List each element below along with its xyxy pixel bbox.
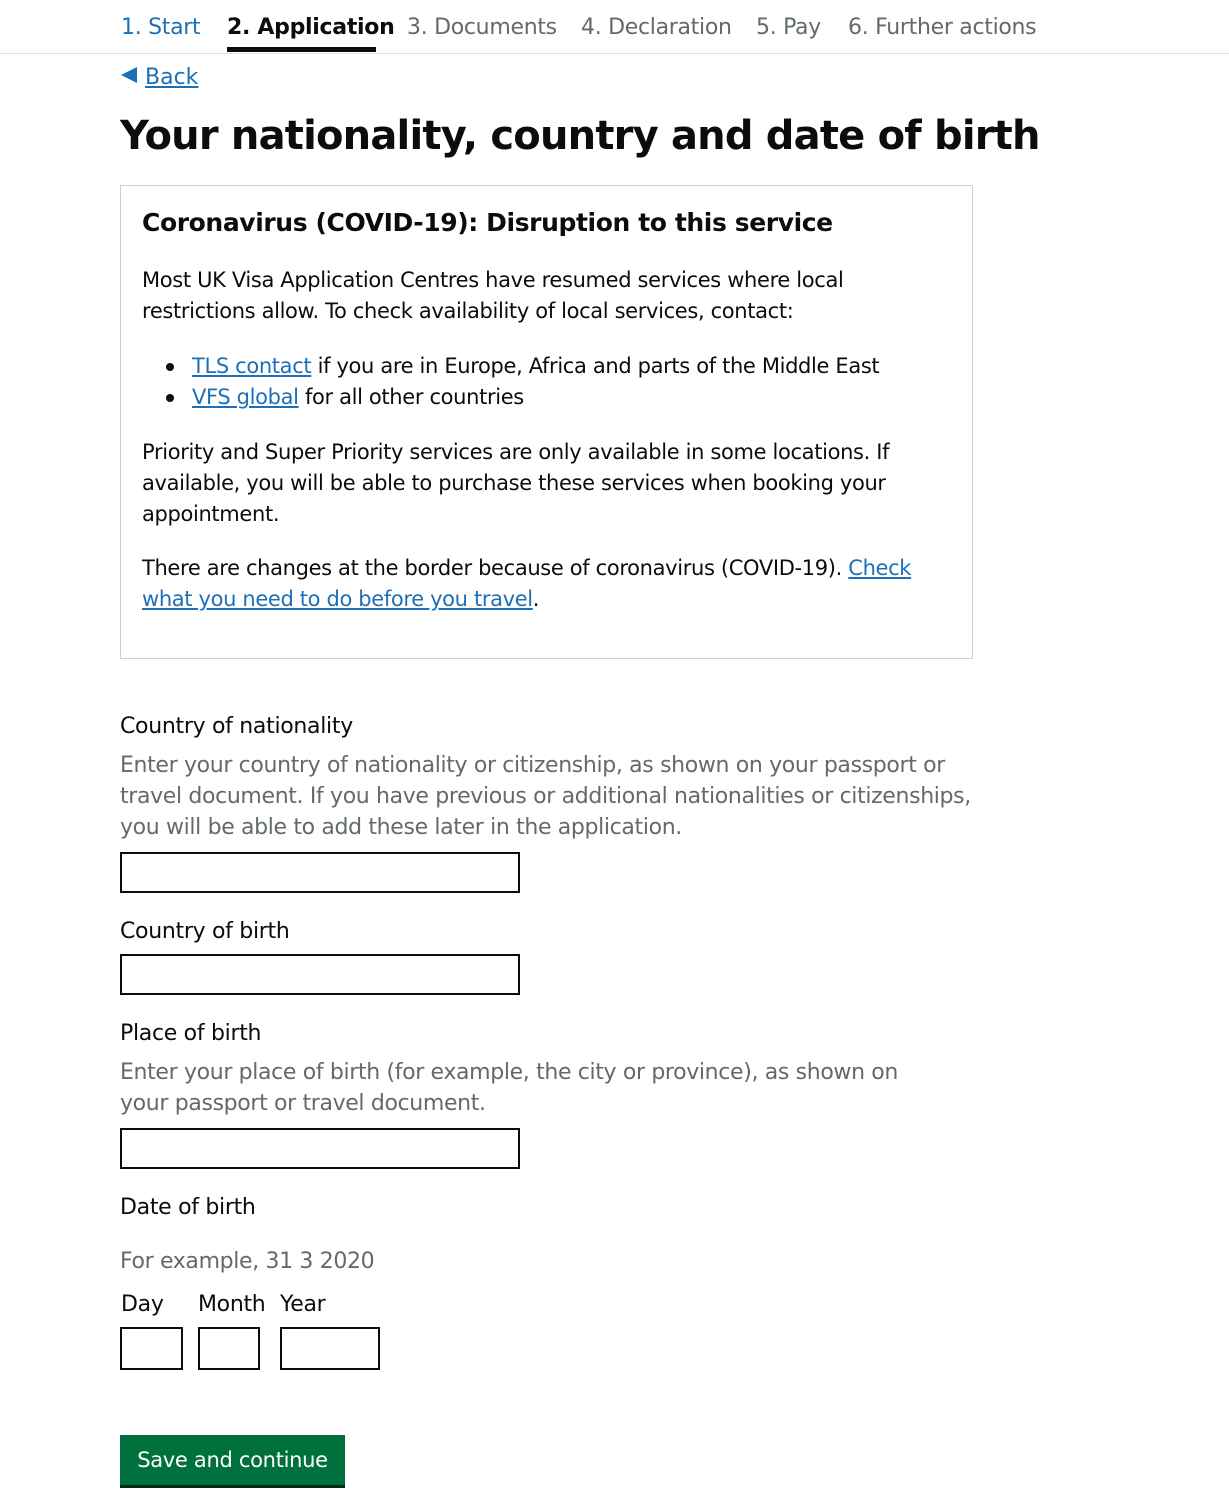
place-of-birth-hint: Enter your place of birth (for example, the city or province), as shown on your passport or travel document. [120, 1060, 899, 1116]
step-application: 2. Application [227, 15, 395, 40]
notice-bullet-vfs [166, 382, 524, 413]
covid-notice-panel [120, 185, 973, 659]
month-label: Month [198, 1292, 266, 1317]
notice-paragraph-2: Priority and Super Priority services are only available in some locations. If available, you will be able to purchase these services when booking your appointment. [142, 440, 890, 526]
month-input[interactable] [198, 1327, 260, 1370]
bullet-icon [166, 363, 174, 371]
day-label: Day [121, 1292, 164, 1317]
step-start[interactable]: 1. Start [121, 15, 201, 40]
back-link-label: Back [145, 65, 199, 90]
check-before-travel-link[interactable]: Check what you need to do before you travel [142, 556, 912, 611]
step-documents: 3. Documents [407, 15, 557, 40]
vfs-global-link[interactable]: VFS global [192, 385, 299, 409]
nationality-input[interactable] [120, 852, 520, 893]
back-arrow-icon [121, 67, 137, 83]
nationality-label: Country of nationality [120, 714, 353, 739]
page-title: Your nationality, country and date of birth [120, 113, 1040, 159]
day-input[interactable] [120, 1327, 183, 1370]
place-of-birth-input[interactable] [120, 1128, 520, 1169]
bullet-icon [166, 394, 174, 402]
year-input[interactable] [280, 1327, 380, 1370]
country-of-birth-input[interactable] [120, 954, 520, 995]
tls-bullet-text: if you are in Europe, Africa and parts of the Middle East [311, 354, 880, 378]
notice-title: Coronavirus (COVID-19): Disruption to this service [142, 208, 833, 237]
step-declaration: 4. Declaration [581, 15, 732, 40]
step-navigation [0, 0, 1229, 54]
notice-bullet-tls [166, 351, 880, 382]
step-pay: 5. Pay [756, 15, 821, 40]
country-of-birth-label: Country of birth [120, 919, 290, 944]
notice-paragraph-1: Most UK Visa Application Centres have resumed services where local restrictions allow. To check availability of local services, contact: [142, 268, 844, 323]
vfs-bullet-text: for all other countries [298, 385, 524, 409]
tls-contact-link[interactable]: TLS contact [192, 354, 312, 378]
date-of-birth-label: Date of birth [120, 1195, 256, 1220]
back-link[interactable] [121, 63, 198, 93]
notice-paragraph-3-text: There are changes at the border because of coronavirus (COVID-19). [142, 556, 849, 580]
year-label: Year [280, 1292, 326, 1317]
save-and-continue-button[interactable]: Save and continue [120, 1435, 345, 1485]
place-of-birth-label: Place of birth [120, 1021, 262, 1046]
date-of-birth-hint: For example, 31 3 2020 [120, 1249, 375, 1274]
notice-paragraph-3-end: . [532, 587, 540, 611]
current-step-indicator [227, 47, 376, 52]
nationality-hint: Enter your country of nationality or citizenship, as shown on your passport or travel document. If you have previous or additional nationalities or citizenships, you will be able to add these later in the application. [120, 753, 971, 840]
step-further-actions: 6. Further actions [848, 15, 1037, 40]
notice-paragraph-3 [142, 553, 922, 615]
